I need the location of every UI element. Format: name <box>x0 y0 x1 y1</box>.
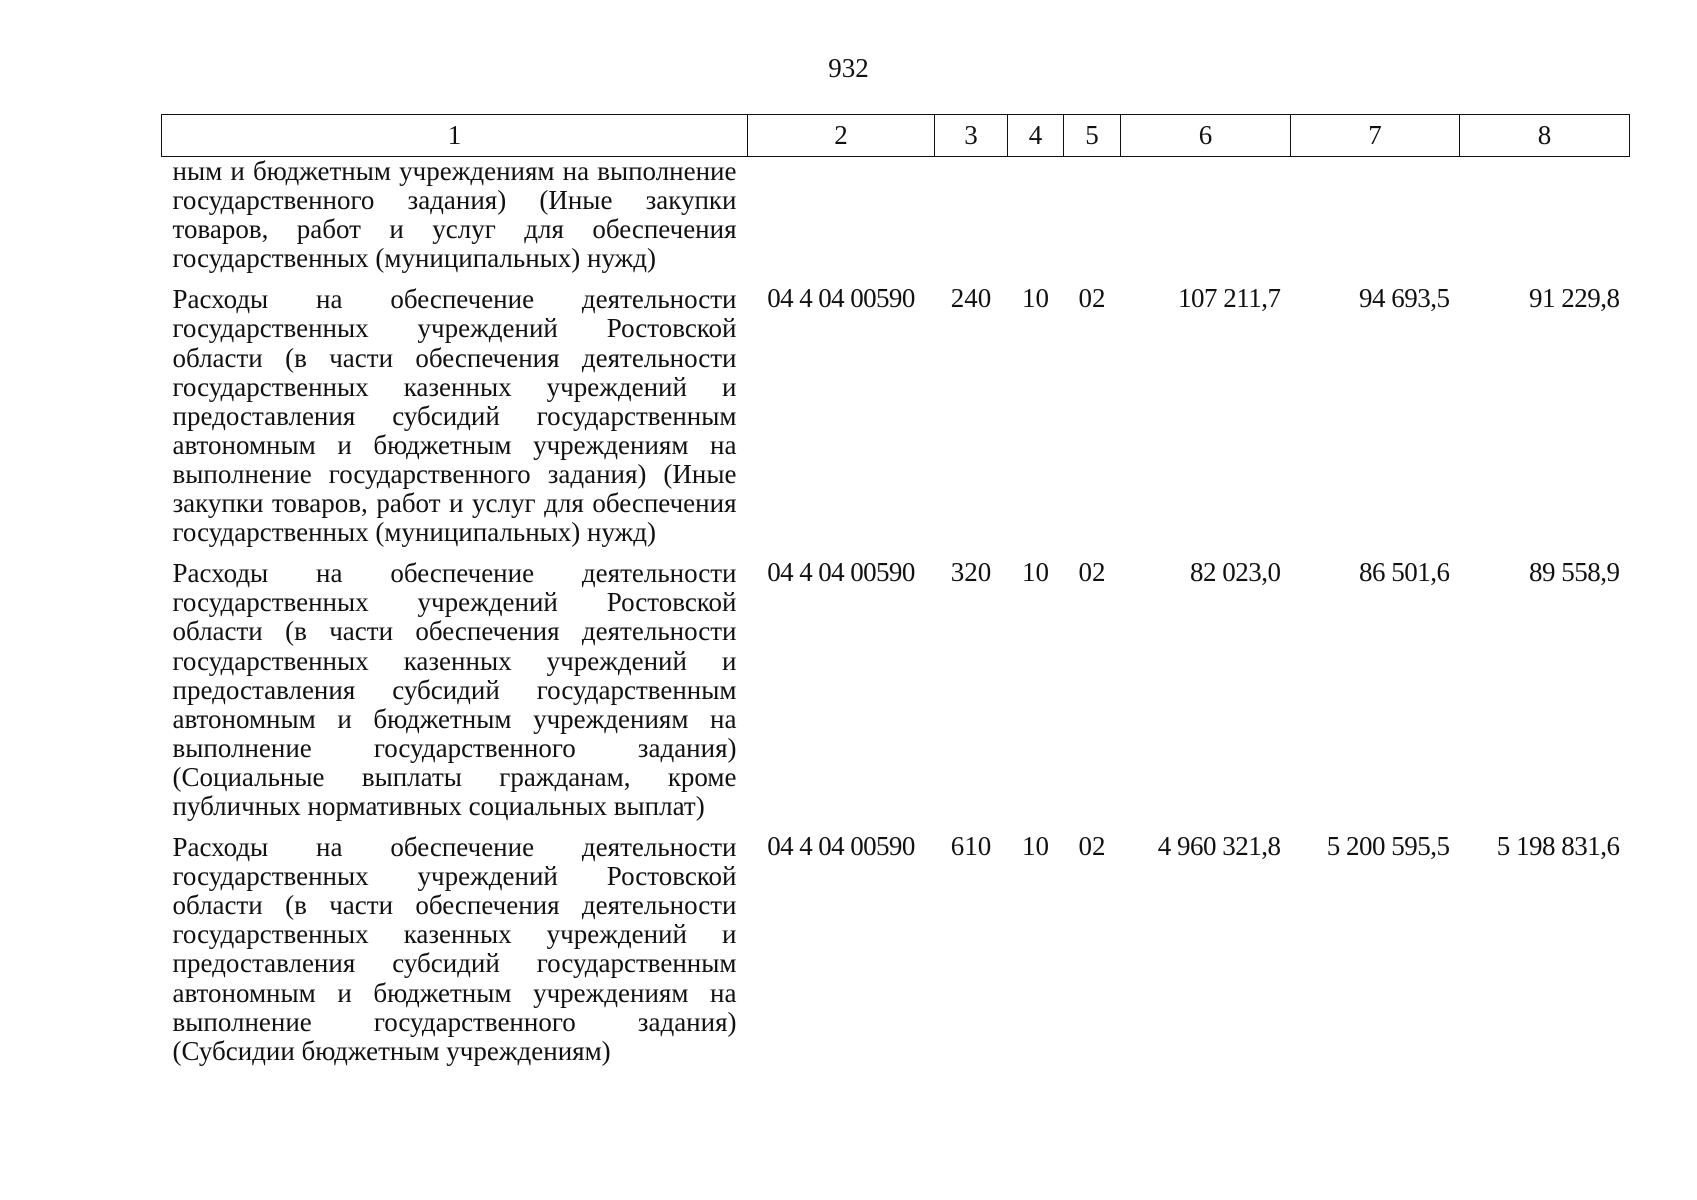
row-amount-col8: 5 198 831,6 <box>1496 831 1620 862</box>
page-number: 932 <box>828 53 869 83</box>
row-amount-col6 <box>1121 157 1291 285</box>
row-description: ным и бюджетным учреждениям на выполнение государственного задания) (Иные закупки товаров, работ и услуг для обеспечения государственных (муниципальных) нужд) <box>172 156 737 274</box>
row-amount-col6: 4 960 321,8 <box>1157 831 1281 862</box>
table-row <box>162 832 1630 1077</box>
row-amount-col7: 94 693,5 <box>1359 283 1450 314</box>
row-section: 10 <box>1022 283 1049 314</box>
row-amount-col8 <box>1460 157 1630 285</box>
row-subsection: 02 <box>1078 283 1106 314</box>
budget-table <box>161 114 1630 1077</box>
row-amount-col6: 107 211,7 <box>1178 283 1281 314</box>
row-amount-col8: 91 229,8 <box>1529 283 1620 314</box>
row-target-article: 04 4 04 00590 <box>767 557 915 588</box>
row-section: 10 <box>1022 831 1049 862</box>
header-row <box>162 115 1630 157</box>
row-amount-col8: 89 558,9 <box>1529 557 1620 588</box>
row-subsection: 02 <box>1078 831 1106 862</box>
column-header-5: 5 <box>1064 115 1121 157</box>
table-body <box>162 157 1630 1077</box>
row-subsection <box>1064 157 1121 285</box>
row-expense-type: 320 <box>950 557 992 588</box>
row-section <box>1008 157 1064 285</box>
table-row <box>162 157 1630 285</box>
table-header <box>162 115 1630 157</box>
row-expense-type: 240 <box>950 283 992 314</box>
column-header-6: 6 <box>1121 115 1291 157</box>
row-amount-col7 <box>1291 157 1460 285</box>
column-header-3: 3 <box>935 115 1008 157</box>
row-target-article: 04 4 04 00590 <box>767 831 915 862</box>
row-amount-col7: 5 200 595,5 <box>1326 831 1450 862</box>
row-description: Расходы на обеспечение деятельности государственных учреждений Ростовской области (в части обеспечения деятельности государственных казенных учреждений и предоставления субсидий государственным автономным и бюджетным учреждениям на выполнение государственного задания) (Субсидии бюджетным учреждениям) <box>172 832 737 1066</box>
column-header-1: 1 <box>162 115 748 157</box>
row-amount-col7: 86 501,6 <box>1359 557 1450 588</box>
row-expense-type: 610 <box>950 831 992 862</box>
row-subsection: 02 <box>1078 557 1106 588</box>
row-amount-col6: 82 023,0 <box>1190 557 1281 588</box>
row-description: Расходы на обеспечение деятельности государственных учреждений Ростовской области (в части обеспечения деятельности государственных казенных учреждений и предоставления субсидий государственным автономным и бюджетным учреждениям на выполнение государственного задания) (Социальные выплаты гражданам, кроме публичных нормативных социальных выплат) <box>172 558 737 821</box>
table-row <box>162 284 1630 558</box>
row-expense-type <box>935 157 1008 285</box>
row-description: Расходы на обеспечение деятельности государственных учреждений Ростовской области (в части обеспечения деятельности государственных казенных учреждений и предоставления субсидий государственным автономным и бюджетным учреждениям на выполнение государственного задания) (Иные закупки товаров, работ и услуг для обеспечения государственных (муниципальных) нужд) <box>172 284 737 548</box>
column-header-7: 7 <box>1291 115 1460 157</box>
column-header-2: 2 <box>748 115 935 157</box>
table-row <box>162 558 1630 832</box>
row-target-article <box>748 157 935 285</box>
column-header-8: 8 <box>1460 115 1630 157</box>
row-section: 10 <box>1022 557 1049 588</box>
column-header-4: 4 <box>1008 115 1064 157</box>
row-target-article: 04 4 04 00590 <box>767 283 915 314</box>
